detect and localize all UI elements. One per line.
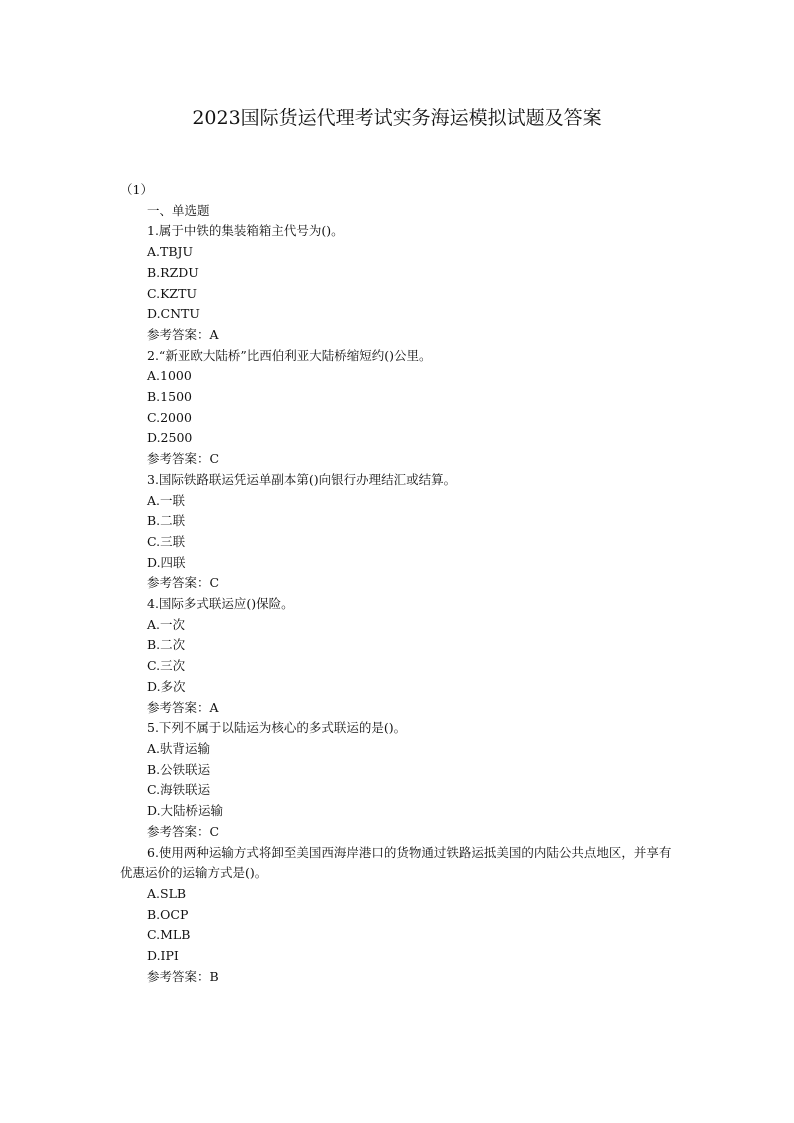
option-b: B.1500: [147, 389, 192, 405]
option-d: D.2500: [147, 430, 193, 446]
option-c: C.MLB: [147, 927, 191, 943]
option-c: C.KZTU: [147, 285, 197, 301]
option-d: D.大陆桥运输: [147, 803, 224, 819]
option-d: D.四联: [147, 554, 186, 570]
question-3: [120, 470, 680, 594]
reference-answer: 参考答案：B: [147, 968, 219, 984]
question-5: [120, 718, 680, 842]
reference-answer: 参考答案：A: [147, 699, 219, 715]
option-a: A.TBJU: [147, 244, 194, 260]
option-a: A.1000: [147, 368, 192, 384]
reference-answer: 参考答案：C: [147, 575, 220, 591]
question-stem: 4.国际多式联运应()保险。: [147, 596, 294, 612]
reference-answer: 参考答案：A: [147, 326, 219, 342]
question-6: [120, 843, 680, 988]
question-stem: 3.国际铁路联运凭运单副本第()向银行办理结汇或结算。: [147, 471, 457, 487]
option-c: C.海铁联运: [147, 782, 211, 798]
document-body: [120, 180, 680, 987]
question-stem: 5.下列不属于以陆运为核心的多式联运的是()。: [147, 720, 407, 736]
option-a: A.一联: [147, 492, 186, 508]
question-stem: 6.使用两种运输方式将卸至美国西海岸港口的货物通过铁路运抵美国的内陆公共点地区，并享有优惠运价的运输方式是()。: [120, 844, 672, 881]
reference-answer: 参考答案：C: [147, 451, 220, 467]
option-d: D.多次: [147, 678, 186, 694]
option-d: D.CNTU: [147, 306, 200, 322]
option-c: C.三次: [147, 658, 186, 674]
section-heading: 一、单选题: [147, 202, 210, 218]
option-b: B.OCP: [147, 906, 189, 922]
option-b: B.公铁联运: [147, 761, 211, 777]
document-title: 2023国际货运代理考试实务海运模拟试题及答案: [192, 107, 602, 129]
question-stem: 2.“新亚欧大陆桥”比西伯利亚大陆桥缩短约()公里。: [147, 347, 432, 363]
reference-answer: 参考答案：C: [147, 823, 220, 839]
section-number: （1）: [120, 182, 153, 197]
option-c: C.2000: [147, 409, 192, 425]
option-a: A.SLB: [147, 885, 187, 901]
question-stem: 1.属于中铁的集装箱箱主代号为()。: [147, 223, 344, 239]
option-b: B.二联: [147, 513, 186, 529]
option-c: C.三联: [147, 533, 186, 549]
option-d: D.IPI: [147, 948, 179, 964]
question-1: [120, 221, 680, 345]
option-a: A.一次: [147, 616, 186, 632]
option-a: A.驮背运输: [147, 740, 211, 756]
question-4: [120, 594, 680, 718]
question-2: [120, 346, 680, 470]
option-b: B.二次: [147, 637, 186, 653]
option-b: B.RZDU: [147, 264, 199, 280]
